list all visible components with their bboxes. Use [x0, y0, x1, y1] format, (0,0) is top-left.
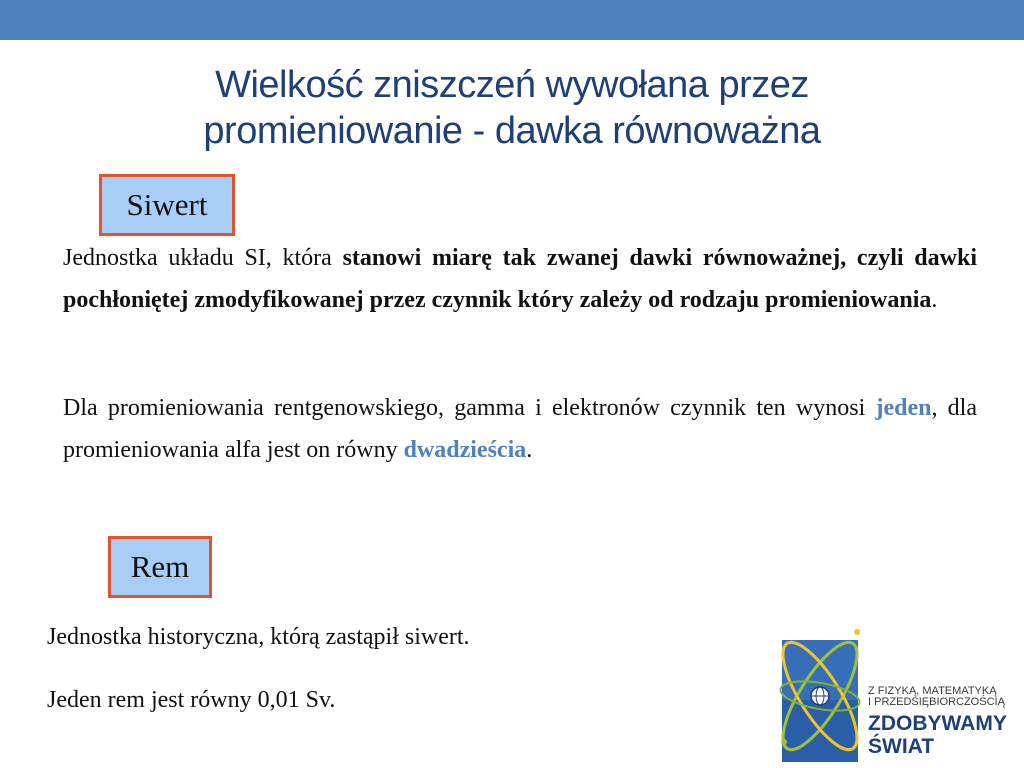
factor-value-jeden: jeden	[875, 395, 932, 421]
siwert-definition-paragraph	[63, 237, 977, 321]
siwert-label: Siwert	[126, 187, 208, 222]
factor-text-2: , dla promieniowania alfa jest on równy	[63, 395, 977, 463]
slide-title-line-1: Wielkość zniszczeń wywołana przez	[215, 64, 809, 106]
siwert-factor-paragraph	[63, 387, 977, 471]
factor-text-1: Dla promieniowania rentgenowskiego, gamma i elektronów czynnik ten wynosi	[63, 395, 876, 421]
logo-tagline-line-2: I PRZEDSIĘBIORCZOŚCIĄ	[868, 696, 1005, 708]
siwert-def-text-end: .	[931, 287, 938, 313]
logo-wordmark-line-1: ZDOBYWAMY	[868, 712, 1007, 735]
logo-wordmark-line-2: ŚWIAT	[868, 735, 935, 758]
project-logo	[770, 622, 1024, 768]
slide-title-line-2: promieniowanie - dawka równoważna	[203, 110, 821, 152]
siwert-def-text-1: Jednostka układu SI, która	[63, 245, 343, 271]
slide-title	[0, 62, 1024, 154]
siwert-def-bold-text: stanowi miarę tak zwanej dawki równoważnej, czyli dawki pochłoniętej zmodyfikowanej przez czynnik który zależy od rodzaju promieniowania	[63, 245, 977, 313]
factor-text-end: .	[526, 437, 533, 463]
logo-tagline	[868, 686, 1005, 708]
rem-label: Rem	[130, 549, 190, 584]
logo-tagline-line-1: Z FIZYKĄ, MATEMATYKĄ	[868, 685, 997, 697]
header-bar	[0, 0, 1024, 40]
rem-label-box	[108, 536, 212, 598]
logo-wordmark	[868, 712, 1007, 758]
factor-value-dwadziescia: dwadzieścia	[403, 437, 527, 463]
rem-conversion-line: Jeden rem jest równy 0,01 Sv.	[47, 687, 336, 713]
rem-history-line: Jednostka historyczna, którą zastąpił siwert.	[47, 624, 470, 650]
siwert-label-box	[99, 174, 235, 236]
